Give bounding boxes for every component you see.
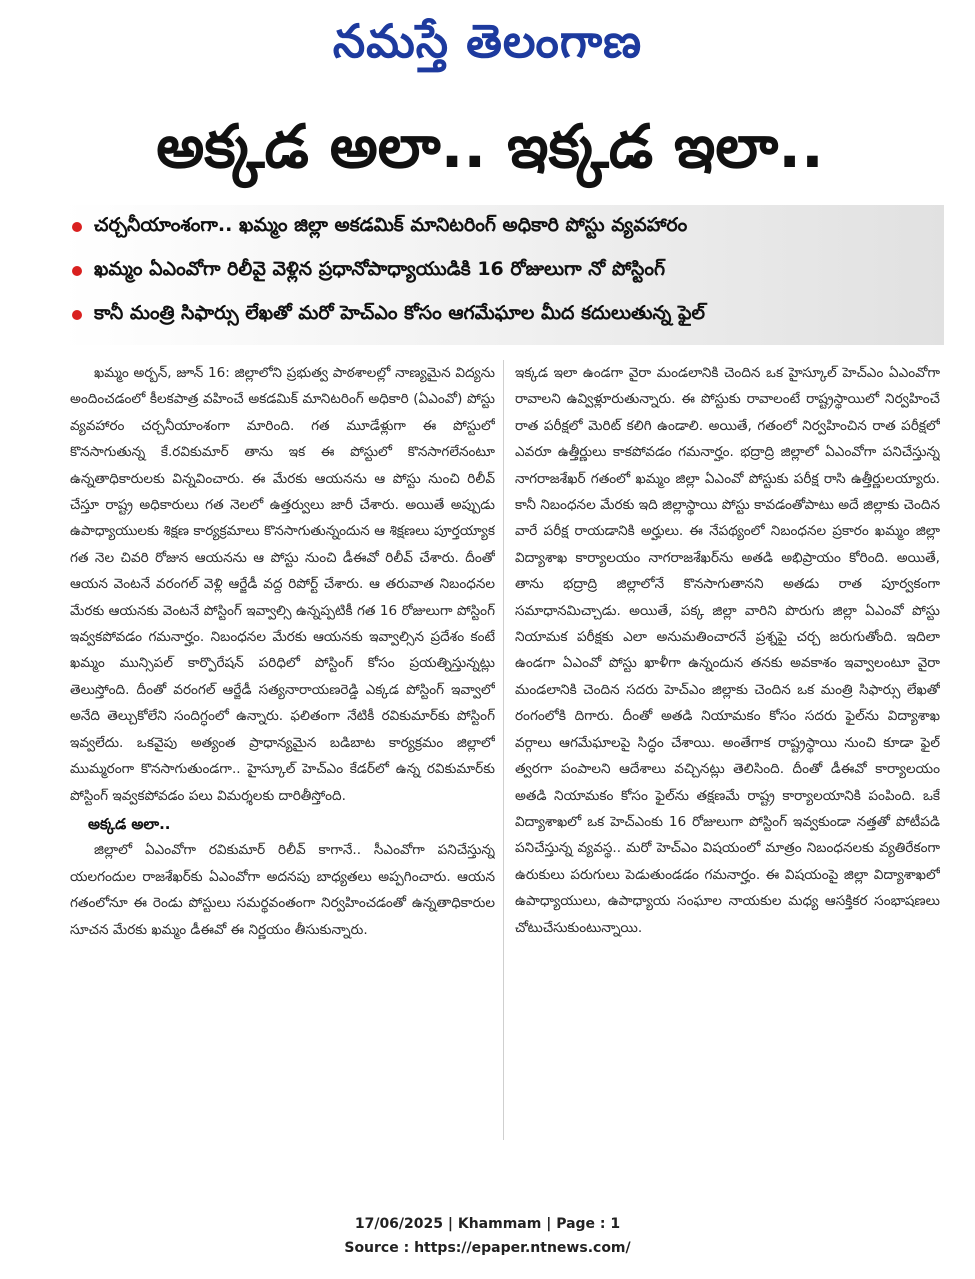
bullet-dot-icon	[72, 222, 82, 232]
bullet-dot-icon	[72, 266, 82, 276]
column-divider	[503, 360, 504, 1140]
bullet-dot-icon	[72, 310, 82, 320]
article-paragraph: జిల్లాలో ఏఎంవోగా రవికుమార్ రిలీవ్ కాగానే.. సీఎంవోగా పనిచేస్తున్న యలగందుల రాజశేఖర్‌కు ఏఎంవోగా అదనపు బాధ్యతలు అప్పగించారు. ఆయన గతంలోనూ ఈ రెండు పోస్టులు సమర్థవంతంగా నిర్వహించడంతో ఉన్నతాధికారుల సూచన మేరకు ఖమ్మం డీఈవో ఈ నిర్ణయం తీసుకున్నారు.	[70, 842, 495, 938]
highlight-item	[62, 293, 944, 337]
highlight-text: కానీ మంత్రి సిఫార్సు లేఖతో మరో హెచ్ఎం కోసం ఆగమేఘాల మీద కదులుతున్న ఫైల్	[94, 301, 705, 324]
highlight-text: ఖమ్మం ఏఎంవోగా రిలీవై వెళ్లిన ప్రధానోపాధ్యాయుడికి 16 రోజులుగా నో పోస్టింగ్	[94, 257, 666, 280]
highlight-item	[62, 205, 944, 249]
highlight-item	[62, 249, 944, 293]
headline: అక్కడ అలా.. ఇక్కడ ఇలా..	[156, 112, 824, 182]
highlights-box	[62, 205, 944, 345]
article-paragraph: ఖమ్మం అర్బన్, జూన్ 16: జిల్లాలోని ప్రభుత్వ పాఠశాలల్లో నాణ్యమైన విద్యను అందించడంలో కీలకపాత్ర వహించే అకడమిక్ మానిటరింగ్ అధికారి (ఏఎంవో) పోస్టు వ్యవహారం చర్చనీయాంశంగా మారింది. గత మూడేళ్లుగా ఈ పోస్టులో కొనసాగుతున్న కే.రవికుమార్ తాను ఇక ఈ పోస్టులో కొనసాగలేనంటూ ఉన్నతాధికారులకు విన్నవించారు. ఈ మేరకు ఆయనను ఆ పోస్టు నుంచి రిలీవ్ చేస్తూ రాష్ట్ర అధికారులు గత నెలలో ఉత్తర్వులు జారీ చేశారు. అయితే అప్పుడు ఉపాధ్యాయులకు శిక్షణ కార్యక్రమాలు కొనసాగుతున్నందున ఆ శిక్షణలు పూర్తయ్యాక గత నెల చివరి రోజున ఆయనను ఆ పోస్టు నుంచి డీఈవో రిలీవ్ చేశారు. దీంతో ఆయన వెంటనే వరంగల్ వెళ్లి ఆర్జేడీ వద్ద రిపోర్ట్ చేశారు. ఆ తరువాత నిబంధనల మేరకు ఆయనకు వెంటనే పోస్టింగ్ ఇవ్వాల్సి ఉన్నప్పటికీ గత 16 రోజులుగా పోస్టింగ్ ఇవ్వకపోవడం గమనార్హం. నిబంధనల మేరకు ఆయనకు ఇవ్వాల్సిన ప్రదేశం కంటే ఖమ్మం మున్సిపల్ కార్పొరేషన్ పరిధిలో పోస్టింగ్ కోసం ప్రయత్నిస్తున్నట్లు తెలుస్తోంది. దీంతో వరంగల్ ఆర్జేడీ సత్యనారాయణరెడ్డి ఎక్కడ పోస్టింగ్ ఇవ్వాలో అనేది తెల్చుకోలేని సందిగ్ధంలో ఉన్నారు. ఫలితంగా నేటికీ రవికుమార్‌కు పోస్టింగ్ ఇవ్వలేదు. ఒకవైపు అత్యంత ప్రాధాన్యమైన బడిబాట కార్యక్రమం జిల్లాలో ముమ్మరంగా కొనసాగుతుండగా.. హైస్కూల్ హెచ్ఎం కేడర్‌లో ఉన్న రవికుమార్‌కు పోస్టింగ్ ఇవ్వకపోవడం పలు విమర్శలకు దారితీస్తోంది.	[70, 365, 495, 804]
footer-source-line: Source : https://epaper.ntnews.com/	[344, 1240, 631, 1256]
masthead-logo: నమస్తే తెలంగాణ	[332, 14, 643, 68]
article-subheading: అక్కడ అలా..	[88, 814, 171, 833]
highlight-text: చర్చనీయాంశంగా.. ఖమ్మం జిల్లా అకడమిక్ మానిటరింగ్ అధికారి పోస్టు వ్యవహారం	[94, 213, 688, 236]
article-column-left	[70, 360, 495, 1140]
article-paragraph: ఇక్కడ ఇలా ఉండగా వైరా మండలానికి చెందిన ఒక హైస్కూల్ హెచ్ఎం ఏఎంవోగా రావాలని ఉవ్విళ్లూరుతున్నారు. ఈ పోస్టుకు రావాలంటే రాష్ట్రస్థాయిలో నిర్వహించే రాత పరీక్షలో మెరిట్ కలిగి ఉండాలి. అయితే, గతంలో నిర్వహించిన రాత పరీక్షలో ఎవరూ ఉత్తీర్ణులు కాకపోవడం గమనార్హం. భద్రాద్రి జిల్లాలో ఏఎంవోగా పనిచేస్తున్న నాగరాజశేఖర్ గతంలో ఖమ్మం జిల్లా ఏఎంవో పోస్టుకు పరీక్ష రాసి ఉత్తీర్ణులయ్యారు. కానీ నిబంధనల మేరకు ఇది జిల్లాస్థాయి పోస్టు కావడంతోపాటు అదే జిల్లాకు చెందిన వారే పరీక్ష రాయడానికి అర్హులు. ఈ నేపథ్యంలో నిబంధనల ప్రకారం ఖమ్మం జిల్లా విద్యాశాఖ కార్యాలయం నాగరాజశేఖర్‌ను అతడి అభిప్రాయం కోరింది. అయితే, తాను భద్రాద్రి జిల్లాలోనే కొనసాగుతానని అతడు రాత పూర్వకంగా సమాధానమిచ్చాడు. అయితే, పక్క జిల్లా వారిని పొరుగు జిల్లా ఏఎంవో పోస్టు నియామక పరీక్షకు ఎలా అనుమతించారనే ప్రశ్నపై చర్చ జరుగుతోంది. ఇదిలా ఉండగా ఏఎంవో పోస్టు ఖాళీగా ఉన్నందున తనకు అవకాశం ఇవ్వాలంటూ వైరా మండలానికి చెందిన సదరు హెచ్ఎం జిల్లాకు చెందిన ఒక మంత్రి సిఫార్సు లేఖతో రంగంలోకి దిగారు. దీంతో అతడి నియామకం కోసం సదరు ఫైల్‌ను విద్యాశాఖ వర్గాలు ఆగమేఘాలపై సిద్ధం చేశాయి. అంతేగాక రాష్ట్రస్థాయి నుంచి కూడా ఫైల్ త్వరగా పంపాలని ఆదేశాలు వచ్చినట్లు తెలిసింది. దీంతో డీఈవో కార్యాలయం అతడి నియామకం కోసం ఫైల్‌ను తక్షణమే రాష్ట్ర కార్యాలయానికి పంపింది. ఒకే విద్యాశాఖలో ఒక హెచ్ఎంకు 16 రోజులుగా పోస్టింగ్ ఇవ్వకుండా నత్తతో పోటీపడి పనిచేస్తున్న వ్యవస్థ.. మరో హెచ్ఎం విషయంలో మాత్రం నిబంధనలకు వ్యతిరేకంగా ఉరుకులు పరుగులు పెడుతుండడం గమనార్హం. ఈ విషయంపై జిల్లా విద్యాశాఖలో ఉపాధ్యాయులు, ఉపాధ్యాయ సంఘాల నాయకుల మధ్య ఆసక్తికర సంభాషణలు చోటుచేసుకుంటున్నాయి.	[515, 365, 940, 936]
page-footer	[0, 1212, 975, 1260]
footer-date-line: 17/06/2025 | Khammam | Page : 1	[354, 1216, 621, 1232]
article-column-right	[515, 360, 940, 1140]
